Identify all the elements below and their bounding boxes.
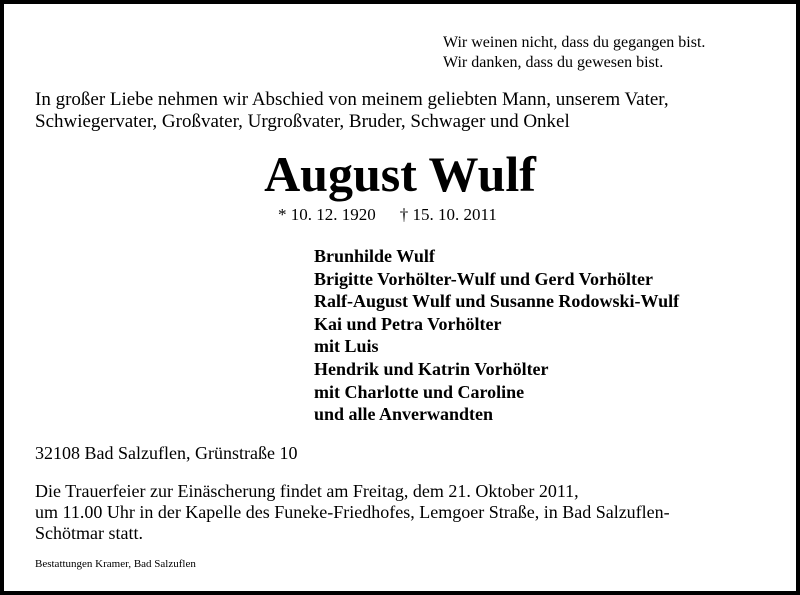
family-address: 32108 Bad Salzuflen, Grünstraße 10 <box>35 443 298 463</box>
mourner-line: Brigitte Vorhölter-Wulf und Gerd Vorhölter <box>314 268 653 289</box>
motto-line: Wir weinen nicht, dass du gegangen bist. <box>443 34 706 51</box>
mourner-line: Ralf-August Wulf und Susanne Rodowski-Wulf <box>314 291 680 312</box>
deceased-name: August Wulf <box>264 146 536 202</box>
mourner-line: Hendrik und Katrin Vorhölter <box>314 358 549 379</box>
ceremony-line: Schötmar statt. <box>35 523 143 543</box>
intro-text <box>35 89 669 133</box>
mourner-line: mit Charlotte und Caroline <box>314 381 525 402</box>
intro-line: In großer Liebe nehmen wir Abschied von meinem geliebten Mann, unserem Vater, <box>35 89 669 110</box>
intro-line: Schwiegervater, Großvater, Urgroßvater, Bruder, Schwager und Onkel <box>35 111 570 132</box>
motto-line: Wir danken, dass du gewesen bist. <box>443 54 664 71</box>
death-date: † 15. 10. 2011 <box>399 205 497 224</box>
birth-date: * 10. 12. 1920 <box>278 205 376 224</box>
mourner-line: und alle Anverwandten <box>314 404 494 425</box>
mourner-line: mit Luis <box>314 336 379 357</box>
ceremony-info <box>35 481 670 544</box>
motto-verse <box>443 33 705 73</box>
life-dates <box>278 205 497 225</box>
undertaker-credit: Bestattungen Kramer, Bad Salzuflen <box>35 558 196 570</box>
ceremony-line: Die Trauerfeier zur Einäscherung findet am Freitag, dem 21. Oktober 2011, <box>35 481 579 501</box>
ceremony-line: um 11.00 Uhr in der Kapelle des Funeke-Friedhofes, Lemgoer Straße, in Bad Salzuflen- <box>35 502 670 522</box>
mourner-line: Kai und Petra Vorhölter <box>314 313 502 334</box>
mourners-list <box>314 245 679 426</box>
mourner-line: Brunhilde Wulf <box>314 246 435 266</box>
